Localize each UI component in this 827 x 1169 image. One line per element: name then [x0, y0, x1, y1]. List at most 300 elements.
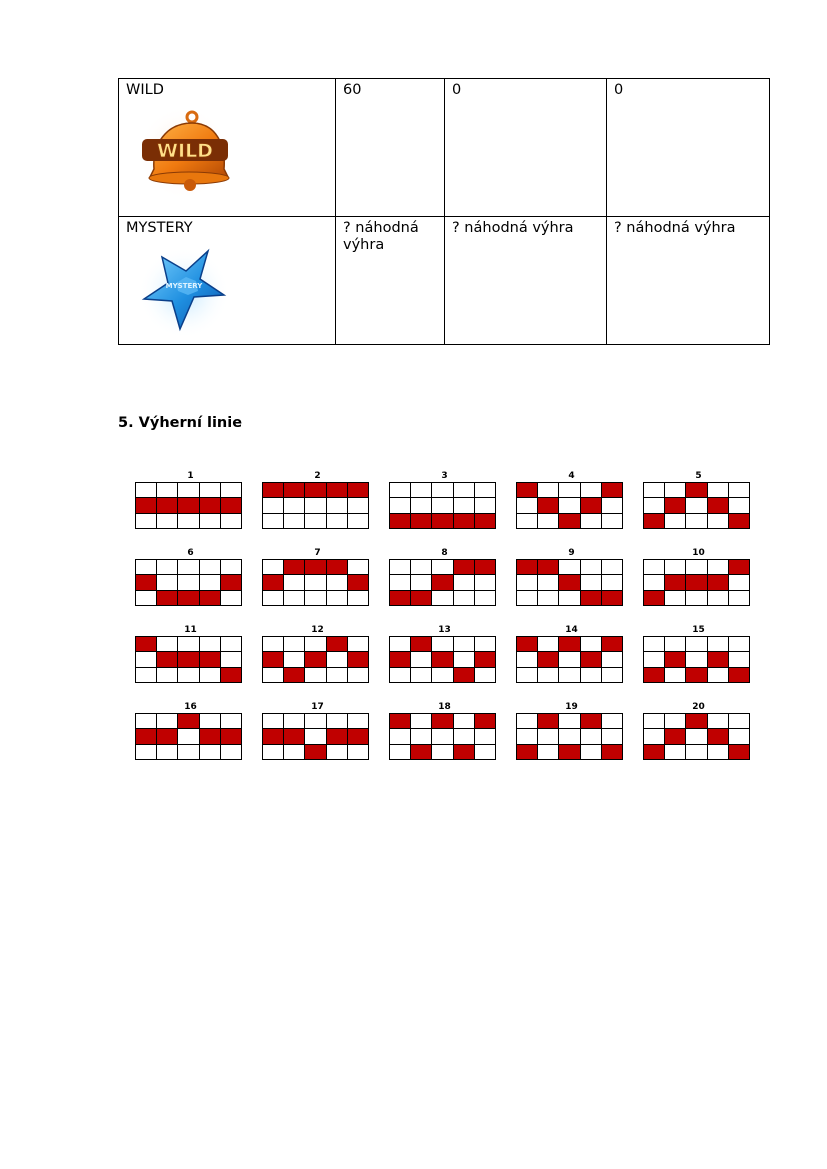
payline-cell-active [602, 637, 622, 651]
payline-cell [284, 575, 304, 589]
payline-cell-active [729, 745, 749, 759]
payline-cell-active [729, 560, 749, 574]
payline-cell-active [200, 652, 220, 666]
payline-cell [686, 729, 706, 743]
payline-cell [136, 714, 156, 728]
payline-cell [686, 652, 706, 666]
payline-cell [263, 514, 283, 528]
payline-cell [200, 514, 220, 528]
payline-number: 3 [441, 471, 448, 481]
payline-grid [262, 713, 369, 760]
payline-cell-active [665, 729, 685, 743]
payline-number: 8 [441, 548, 448, 558]
payline-cell [454, 652, 474, 666]
payline-cell-active [390, 514, 410, 528]
payline-cell [559, 483, 579, 497]
payline-cell [221, 652, 241, 666]
payline-cell [348, 668, 368, 682]
payline-cell-active [305, 483, 325, 497]
payline-cell [284, 714, 304, 728]
payline-cell [432, 729, 452, 743]
payline-cell-active [454, 560, 474, 574]
payline-grid [262, 482, 369, 529]
payline-cell-active [559, 745, 579, 759]
payline-cell [200, 575, 220, 589]
payline-cell [729, 498, 749, 512]
payline-cell [559, 729, 579, 743]
payline-cell [178, 560, 198, 574]
payline-cell [178, 483, 198, 497]
payline-cell [708, 483, 728, 497]
payline-cell [305, 729, 325, 743]
payline-cell [157, 483, 177, 497]
payline-14 [516, 624, 623, 683]
payline-number: 14 [565, 625, 578, 635]
payline-cell [686, 591, 706, 605]
payline-cell [221, 745, 241, 759]
payline-number: 10 [692, 548, 705, 558]
payline-cell [263, 668, 283, 682]
payline-grid [389, 482, 496, 529]
payline-cell-active [729, 514, 749, 528]
payline-cell-active [581, 652, 601, 666]
payline-cell-active [305, 560, 325, 574]
payline-cell-active [305, 745, 325, 759]
payline-cell-active [390, 591, 410, 605]
payline-cell-active [644, 668, 664, 682]
payline-cell-active [517, 560, 537, 574]
payline-cell [538, 591, 558, 605]
paylines-grid [135, 470, 751, 770]
payline-grid [643, 482, 750, 529]
payline-13 [389, 624, 496, 683]
symbol-name: MYSTERY [126, 220, 193, 236]
payline-cell [559, 668, 579, 682]
payline-cell [559, 714, 579, 728]
payline-cell [454, 637, 474, 651]
payline-cell [538, 514, 558, 528]
payline-cell [644, 637, 664, 651]
payline-cell [178, 514, 198, 528]
payline-cell-active [581, 714, 601, 728]
payline-cell [454, 591, 474, 605]
payline-cell-active [136, 729, 156, 743]
payline-cell-active [602, 591, 622, 605]
payline-5 [643, 470, 750, 529]
payline-cell [136, 652, 156, 666]
payline-6 [135, 547, 242, 606]
payline-19 [516, 701, 623, 760]
paytable [118, 78, 770, 345]
payline-cell [411, 498, 431, 512]
payline-cell [708, 714, 728, 728]
payline-cell [708, 745, 728, 759]
svg-text:MYSTERY: MYSTERY [165, 282, 203, 290]
payline-cell [390, 729, 410, 743]
payline-cell-active [538, 498, 558, 512]
payline-number: 1 [187, 471, 194, 481]
payline-15 [643, 624, 750, 683]
payline-cell-active [390, 652, 410, 666]
payline-cell [390, 575, 410, 589]
payline-11 [135, 624, 242, 683]
payline-cell-active [559, 575, 579, 589]
payline-cell-active [200, 498, 220, 512]
payline-cell [327, 668, 347, 682]
payline-cell [284, 637, 304, 651]
symbol-cell [119, 217, 336, 345]
payline-cell [581, 729, 601, 743]
payline-grid [135, 636, 242, 683]
payline-grid [389, 713, 496, 760]
payline-cell [348, 591, 368, 605]
payline-cell [517, 652, 537, 666]
payline-number: 16 [184, 702, 197, 712]
payline-cell-active [157, 591, 177, 605]
payline-cell [538, 668, 558, 682]
payline-cell [665, 560, 685, 574]
payline-cell [263, 498, 283, 512]
payline-cell [390, 637, 410, 651]
payline-cell [136, 483, 156, 497]
payline-cell [348, 745, 368, 759]
payline-cell [644, 498, 664, 512]
payline-20 [643, 701, 750, 760]
payline-cell-active [686, 575, 706, 589]
payline-cell [284, 514, 304, 528]
payline-cell [221, 637, 241, 651]
payline-cell [200, 668, 220, 682]
payline-cell-active [432, 575, 452, 589]
payline-cell [454, 483, 474, 497]
payline-cell-active [475, 652, 495, 666]
payline-cell-active [136, 498, 156, 512]
payline-cell [729, 652, 749, 666]
payline-cell [454, 729, 474, 743]
payline-cell-active [263, 652, 283, 666]
payline-cell-active [411, 591, 431, 605]
payline-cell-active [538, 560, 558, 574]
payline-grid [516, 559, 623, 606]
payline-cell [686, 514, 706, 528]
payline-cell [729, 483, 749, 497]
payline-cell [729, 637, 749, 651]
payline-cell [305, 498, 325, 512]
payline-cell [263, 637, 283, 651]
payline-3 [389, 470, 496, 529]
payline-1 [135, 470, 242, 529]
payline-cell [581, 560, 601, 574]
payline-number: 7 [314, 548, 321, 558]
payline-cell [327, 498, 347, 512]
payline-grid [389, 559, 496, 606]
payline-cell [157, 668, 177, 682]
payline-cell [686, 637, 706, 651]
payline-cell [284, 745, 304, 759]
payline-cell [157, 714, 177, 728]
payline-cell-active [136, 575, 156, 589]
payline-cell [517, 591, 537, 605]
payline-cell [517, 575, 537, 589]
payline-cell-active [390, 714, 410, 728]
payline-cell [432, 591, 452, 605]
payline-cell-active [284, 668, 304, 682]
payline-cell [729, 729, 749, 743]
payline-cell-active [517, 637, 537, 651]
payline-cell-active [454, 745, 474, 759]
payline-grid [516, 482, 623, 529]
payline-cell [305, 591, 325, 605]
payline-grid [135, 713, 242, 760]
payline-cell [454, 714, 474, 728]
payline-cell [644, 575, 664, 589]
payline-cell [432, 483, 452, 497]
payline-cell [284, 652, 304, 666]
wild-bell-icon [134, 105, 234, 201]
payline-cell [686, 745, 706, 759]
payline-grid [262, 636, 369, 683]
payline-cell [348, 637, 368, 651]
payline-number: 4 [568, 471, 575, 481]
payline-cell [729, 575, 749, 589]
payline-cell [644, 483, 664, 497]
payline-cell [665, 591, 685, 605]
payline-cell [136, 514, 156, 528]
payline-cell [136, 560, 156, 574]
payline-cell [559, 652, 579, 666]
payline-cell-active [136, 637, 156, 651]
payline-cell [432, 745, 452, 759]
payline-number: 19 [565, 702, 578, 712]
payline-cell-active [581, 591, 601, 605]
payline-cell [284, 591, 304, 605]
payline-cell-active [708, 575, 728, 589]
payline-cell-active [221, 498, 241, 512]
payline-cell-active [221, 668, 241, 682]
payline-cell-active [178, 652, 198, 666]
payline-cell [348, 560, 368, 574]
payline-cell-active [559, 514, 579, 528]
payline-cell-active [221, 575, 241, 589]
payline-cell [602, 714, 622, 728]
payline-cell [602, 652, 622, 666]
payline-cell [602, 729, 622, 743]
payline-cell [665, 514, 685, 528]
payline-grid [516, 713, 623, 760]
payline-cell-active [284, 729, 304, 743]
payline-cell-active [581, 498, 601, 512]
payline-grid [135, 482, 242, 529]
pay-x5: 60 [336, 79, 445, 217]
payline-cell-active [327, 483, 347, 497]
payline-cell-active [665, 498, 685, 512]
payline-number: 18 [438, 702, 451, 712]
payline-cell [517, 498, 537, 512]
payline-cell-active [644, 745, 664, 759]
pay-x3: 0 [607, 79, 770, 217]
payline-cell [475, 745, 495, 759]
payline-cell [559, 560, 579, 574]
payline-cell-active [665, 652, 685, 666]
pay-x3: ? náhodná výhra [607, 217, 770, 345]
payline-cell [390, 483, 410, 497]
payline-7 [262, 547, 369, 606]
payline-cell [644, 652, 664, 666]
payline-cell [602, 498, 622, 512]
payline-cell [708, 560, 728, 574]
payline-cell [327, 514, 347, 528]
payline-cell [178, 745, 198, 759]
svg-text:WILD: WILD [157, 140, 213, 162]
payline-cell [200, 745, 220, 759]
payline-cell [517, 714, 537, 728]
payline-cell [327, 714, 347, 728]
payline-18 [389, 701, 496, 760]
payline-cell-active [432, 514, 452, 528]
payline-cell-active [327, 560, 347, 574]
payline-cell [327, 575, 347, 589]
payline-cell [263, 560, 283, 574]
pay-x4: 0 [445, 79, 607, 217]
payline-9 [516, 547, 623, 606]
payline-cell-active [454, 514, 474, 528]
payline-cell-active [708, 652, 728, 666]
payline-cell [581, 668, 601, 682]
payline-cell [581, 514, 601, 528]
payline-8 [389, 547, 496, 606]
payline-cell [411, 483, 431, 497]
payline-cell [411, 729, 431, 743]
payline-cell [475, 575, 495, 589]
payline-cell [538, 575, 558, 589]
payline-cell [538, 637, 558, 651]
payline-cell [327, 745, 347, 759]
payline-cell [708, 637, 728, 651]
payline-cell [178, 668, 198, 682]
payline-cell [517, 668, 537, 682]
payline-cell [263, 714, 283, 728]
payline-cell [263, 591, 283, 605]
payline-cell [221, 483, 241, 497]
payline-cell-active [348, 575, 368, 589]
payline-cell [454, 575, 474, 589]
payline-cell [157, 514, 177, 528]
paytable-row-mystery [119, 217, 770, 345]
payline-cell [305, 637, 325, 651]
paytable-row-wild [119, 79, 770, 217]
payline-cell-active [602, 745, 622, 759]
payline-cell-active [432, 652, 452, 666]
payline-cell [644, 560, 664, 574]
payline-cell [305, 514, 325, 528]
payline-cell-active [305, 652, 325, 666]
payline-cell [602, 668, 622, 682]
payline-number: 6 [187, 548, 194, 558]
payline-cell-active [348, 652, 368, 666]
payline-cell [517, 729, 537, 743]
payline-cell-active [538, 714, 558, 728]
payline-cell [178, 729, 198, 743]
symbol-name: WILD [126, 82, 164, 98]
payline-cell-active [178, 498, 198, 512]
payline-cell [263, 745, 283, 759]
payline-cell [411, 652, 431, 666]
payline-cell [305, 575, 325, 589]
payline-cell [729, 714, 749, 728]
payline-cell [602, 575, 622, 589]
payline-cell [538, 745, 558, 759]
payline-cell [157, 745, 177, 759]
payline-grid [643, 559, 750, 606]
payline-number: 20 [692, 702, 705, 712]
payline-cell [665, 745, 685, 759]
payline-cell-active [517, 483, 537, 497]
payline-cell [644, 729, 664, 743]
payline-cell-active [411, 745, 431, 759]
payline-cell [200, 560, 220, 574]
payline-grid [389, 636, 496, 683]
payline-cell-active [284, 483, 304, 497]
payline-2 [262, 470, 369, 529]
payline-cell [305, 668, 325, 682]
mystery-star-icon [134, 243, 234, 339]
payline-cell [327, 591, 347, 605]
payline-cell-active [432, 714, 452, 728]
payline-cell [157, 575, 177, 589]
payline-cell-active [686, 714, 706, 728]
payline-cell [665, 483, 685, 497]
payline-cell [411, 575, 431, 589]
payline-cell [686, 498, 706, 512]
payline-cell [665, 714, 685, 728]
payline-cell [454, 498, 474, 512]
payline-cell [432, 637, 452, 651]
payline-cell [178, 575, 198, 589]
payline-12 [262, 624, 369, 683]
payline-cell [411, 560, 431, 574]
payline-cell [178, 637, 198, 651]
symbol-cell [119, 79, 336, 217]
payline-cell [432, 668, 452, 682]
payline-cell-active [708, 498, 728, 512]
payline-cell [390, 498, 410, 512]
payline-cell-active [559, 637, 579, 651]
payline-cell-active [644, 591, 664, 605]
payline-number: 9 [568, 548, 575, 558]
section-heading: 5. Výherní linie [118, 415, 243, 431]
payline-cell-active [517, 745, 537, 759]
payline-cell [221, 514, 241, 528]
payline-4 [516, 470, 623, 529]
payline-grid [643, 713, 750, 760]
payline-cell [200, 483, 220, 497]
payline-cell [157, 637, 177, 651]
payline-cell-active [157, 498, 177, 512]
payline-cell-active [327, 729, 347, 743]
payline-cell-active [602, 483, 622, 497]
payline-number: 15 [692, 625, 705, 635]
payline-cell [708, 591, 728, 605]
payline-cell [644, 714, 664, 728]
payline-16 [135, 701, 242, 760]
payline-cell [200, 637, 220, 651]
payline-cell [432, 498, 452, 512]
payline-number: 12 [311, 625, 324, 635]
payline-number: 5 [695, 471, 702, 481]
payline-cell [221, 560, 241, 574]
payline-cell [136, 745, 156, 759]
payline-cell [602, 560, 622, 574]
